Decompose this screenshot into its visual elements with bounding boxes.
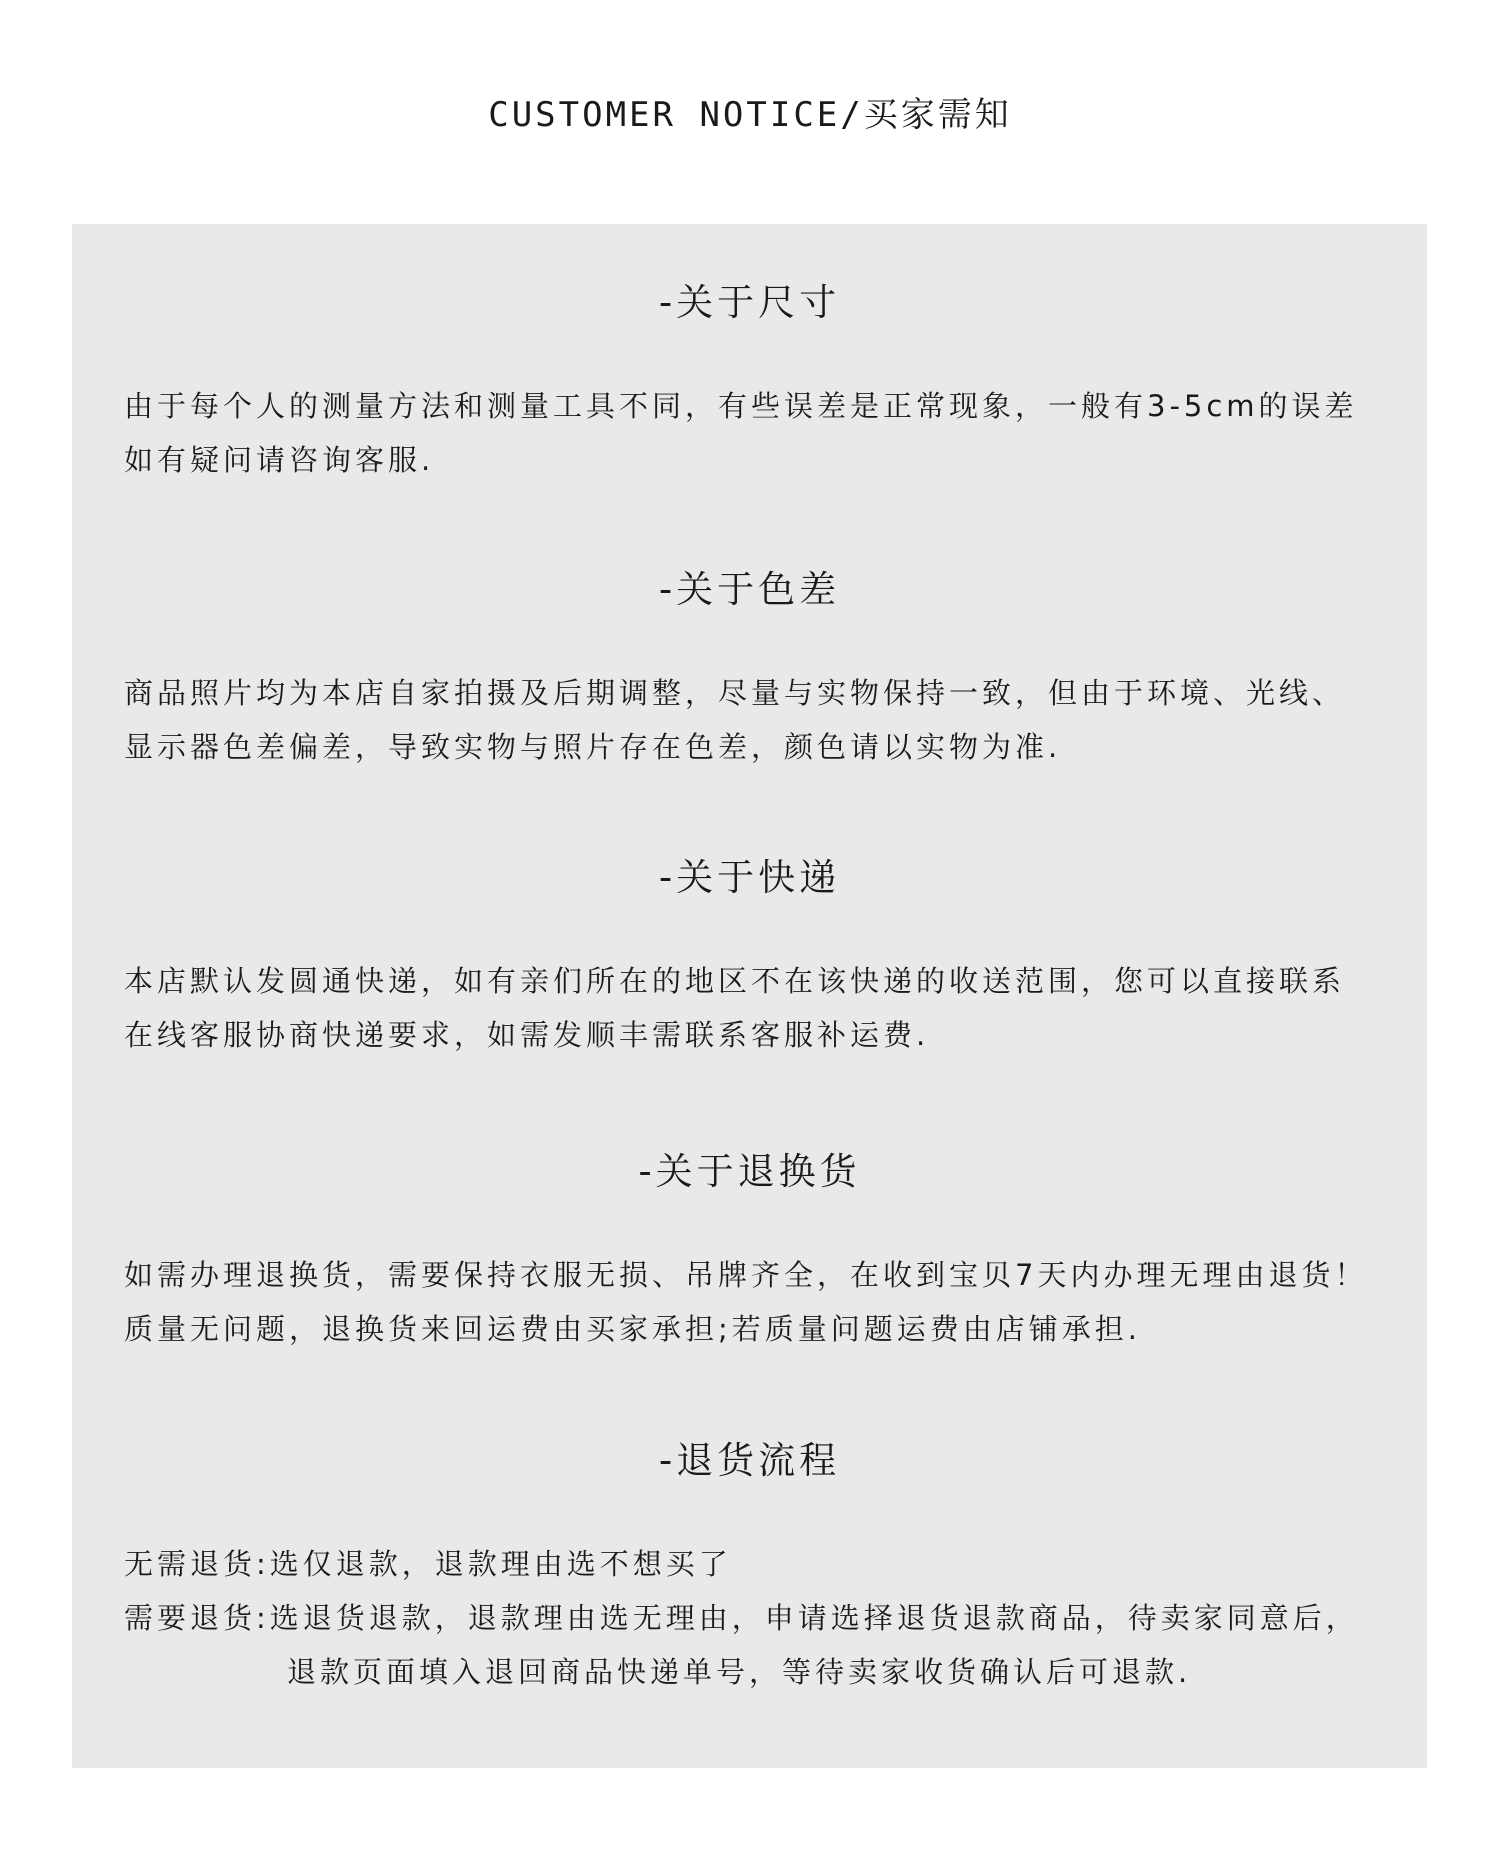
- section-body-returns-exchanges: [72, 1248, 1427, 1356]
- notice-panel: [72, 224, 1427, 1768]
- section-body-express: [72, 954, 1427, 1062]
- section-color-difference: [72, 567, 1427, 774]
- section-line: 如有疑问请咨询客服.: [124, 443, 435, 477]
- section-line: 在线客服协商快递要求，如需发顺丰需联系客服补运费.: [124, 1018, 930, 1052]
- section-heading-size: -关于尺寸: [658, 281, 841, 324]
- section-heading-return-process: -退货流程: [658, 1439, 841, 1482]
- section-heading-color-difference: -关于色差: [658, 568, 841, 611]
- section-line: 显示器色差偏差，导致实物与照片存在色差，颜色请以实物为准.: [124, 730, 1062, 764]
- section-line: 需要退货:选退货退款，退款理由选无理由，申请选择退货退款商品，待卖家同意后，: [124, 1601, 1359, 1635]
- section-line: 本店默认发圆通快递，如有亲们所在的地区不在该快递的收送范围，您可以直接联系: [124, 964, 1346, 998]
- section-line: 质量无问题，退换货来回运费由买家承担;若质量问题运费由店铺承担.: [124, 1312, 1141, 1346]
- section-heading-returns-exchanges: -关于退换货: [638, 1150, 861, 1193]
- section-heading-express: -关于快递: [658, 856, 841, 899]
- section-return-process: [72, 1438, 1427, 1699]
- section-line: 由于每个人的测量方法和测量工具不同，有些误差是正常现象，一般有3-5cm的误差: [124, 389, 1358, 423]
- section-line: 商品照片均为本店自家拍摄及后期调整，尽量与实物保持一致，但由于环境、光线、: [124, 676, 1346, 710]
- section-size: [72, 280, 1427, 487]
- section-line: 无需退货:选仅退款，退款理由选不想买了: [124, 1547, 732, 1581]
- section-body-size: [72, 379, 1427, 487]
- section-express: [72, 855, 1427, 1062]
- section-line: 如需办理退换货，需要保持衣服无损、吊牌齐全，在收到宝贝7天内办理无理由退货！: [124, 1258, 1368, 1292]
- page-title: CUSTOMER NOTICE/买家需知: [488, 95, 1012, 135]
- section-body-color-difference: [72, 666, 1427, 774]
- section-line: 退款页面填入退回商品快递单号，等待卖家收货确认后可退款.: [287, 1655, 1192, 1689]
- section-body-return-process: [72, 1537, 1427, 1699]
- section-returns-exchanges: [72, 1149, 1427, 1356]
